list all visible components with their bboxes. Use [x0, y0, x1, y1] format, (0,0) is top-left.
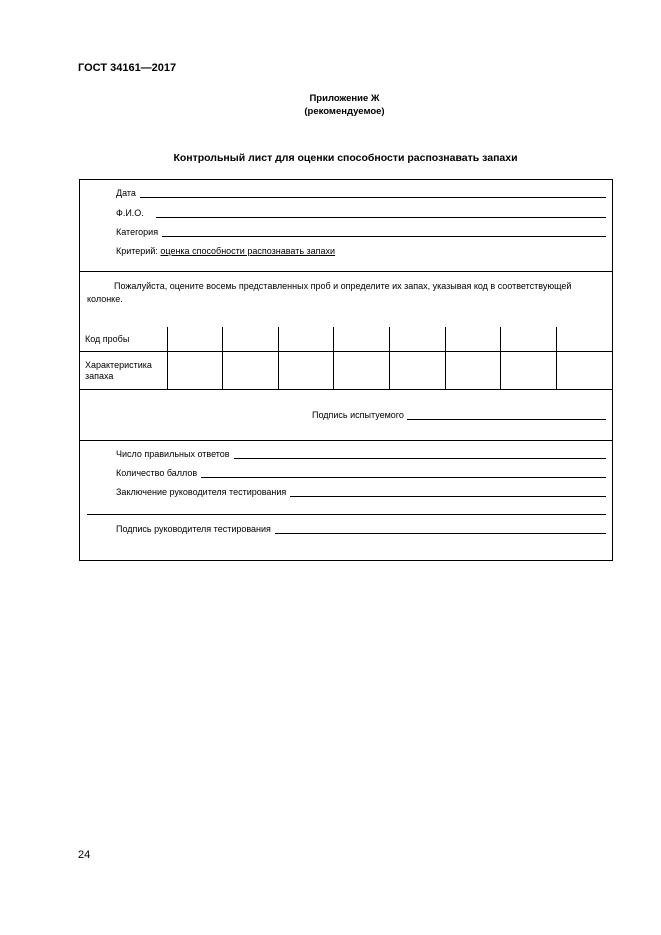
divider — [80, 440, 612, 441]
table-cell[interactable] — [390, 327, 446, 352]
table-cell[interactable] — [445, 352, 501, 390]
table-cell[interactable] — [445, 327, 501, 352]
name-label: Ф.И.О. — [116, 208, 144, 218]
date-label: Дата — [116, 188, 136, 198]
table-cell[interactable] — [390, 352, 446, 390]
criterion-label: Критерий: — [116, 246, 158, 256]
date-line[interactable] — [140, 188, 606, 198]
conclusion-continuation-line[interactable] — [87, 514, 606, 515]
conclusion-label: Заключение руководителя тестирования — [116, 487, 287, 497]
table-cell[interactable] — [501, 327, 557, 352]
table-row — [80, 352, 612, 390]
row-label-sample-code: Код пробы — [80, 327, 167, 352]
table-cell[interactable] — [167, 327, 223, 352]
sample-table — [80, 327, 612, 390]
correct-answers-label: Число правильных ответов — [116, 449, 230, 459]
table-cell[interactable] — [223, 327, 279, 352]
table-cell[interactable] — [167, 352, 223, 390]
table-cell[interactable] — [556, 327, 612, 352]
table-row — [80, 327, 612, 352]
subject-signature-field[interactable] — [312, 410, 606, 420]
name-line[interactable] — [156, 208, 606, 218]
table-cell[interactable] — [223, 352, 279, 390]
table-cell[interactable] — [334, 327, 390, 352]
instruction-text: Пожалуйста, оцените восемь представленных проб и определите их запах, указывая код в соответствующей колонке. — [87, 281, 572, 304]
name-field[interactable] — [116, 208, 606, 218]
category-field[interactable] — [116, 227, 606, 237]
subject-signature-label: Подпись испытуемого — [312, 410, 404, 420]
supervisor-signature-line[interactable] — [275, 524, 606, 534]
form-title-text: Контрольный лист для оценки способности распознавать запахи — [173, 152, 518, 164]
table-cell[interactable] — [501, 352, 557, 390]
supervisor-signature-field[interactable] — [116, 524, 606, 534]
table-cell[interactable] — [556, 352, 612, 390]
date-field[interactable] — [116, 188, 606, 198]
checklist-form — [79, 179, 613, 561]
correct-answers-field[interactable] — [116, 449, 606, 459]
appendix-heading — [0, 92, 661, 118]
appendix-title: Приложение Ж — [309, 93, 380, 104]
standard-header: ГОСТ 34161—2017 — [78, 62, 177, 74]
category-label: Категория — [116, 227, 159, 237]
row-label-odor-characteristic: Характеристика запаха — [80, 352, 167, 390]
page-number: 24 — [78, 849, 91, 861]
criterion-field — [116, 246, 335, 256]
appendix-status: (рекомендуемое) — [304, 106, 385, 117]
table-cell[interactable] — [278, 352, 334, 390]
table-cell[interactable] — [334, 352, 390, 390]
score-label: Количество баллов — [116, 468, 198, 478]
table-cell[interactable] — [278, 327, 334, 352]
form-title — [0, 152, 661, 164]
divider — [80, 271, 612, 272]
criterion-value: оценка способности распознавать запахи — [160, 246, 336, 256]
score-line[interactable] — [201, 468, 606, 478]
conclusion-line[interactable] — [290, 487, 606, 497]
supervisor-signature-label: Подпись руководителя тестирования — [116, 524, 271, 534]
correct-answers-line[interactable] — [234, 449, 606, 459]
category-line[interactable] — [162, 227, 606, 237]
score-field[interactable] — [116, 468, 606, 478]
subject-signature-line[interactable] — [407, 410, 606, 420]
conclusion-field[interactable] — [116, 487, 606, 497]
